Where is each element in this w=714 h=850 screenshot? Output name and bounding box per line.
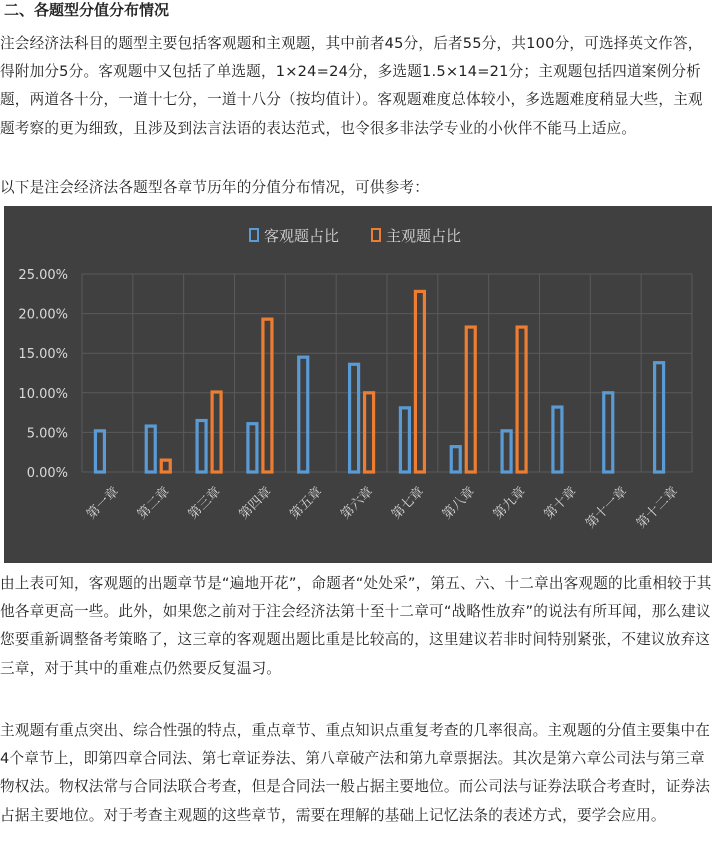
x-category-label: 第七章 (389, 484, 428, 523)
chart-legend (250, 227, 461, 245)
bar-subjective (466, 327, 475, 472)
bar-subjective (517, 327, 526, 472)
x-category-label: 第六章 (338, 484, 377, 523)
bar-objective (451, 447, 460, 472)
bar-objective (299, 357, 308, 472)
y-tick-label: 5.00% (26, 426, 68, 442)
x-category-label: 第十一章 (583, 484, 631, 532)
subjective-analysis-paragraph: 主观题有重点突出、综合性强的特点，重点章节、重点知识点重复考查的几率很高。主观题的分值主要集中在4个章节上，即第四章合同法、第七章证券法、第八章破产法和第九章票据法。其次是第六章公司法与第三章物权法。物权法常与合同法联合考查，但是合同法一般占据主要地位。而公司法与证券法联合考查时，证券法占据主要地位。对于考查主观题的这些章节，需要在理解的基础上记忆法条的表述方式，要学会应用。 (0, 722, 711, 824)
y-tick-label: 0.00% (26, 466, 68, 481)
bar-objective (197, 421, 206, 472)
x-category-label: 第九章 (490, 484, 529, 523)
bar-subjective (161, 460, 170, 472)
x-category-label: 第十二章 (634, 484, 682, 532)
bar-objective (350, 364, 359, 472)
x-axis-categories (83, 484, 681, 532)
y-axis-ticks (18, 268, 68, 481)
objective-analysis-paragraph: 由上表可知，客观题的出题章节是“遍地开花”，命题者“处处采”，第五、六、十二章出客观题的比重相较于其他各章更高一些。此外，如果您之前对于注会经济法第十至十二章可“战略性放弃”的说法有所耳闻，那么建议您要重新调整备考策略了，这三章的客观题出题比重是比较高的，这里建议若非时间特别紧张，不建议放弃这三章，对于其中的重难点仍然要反复温习。 (0, 575, 712, 677)
section-heading: 二、各题型分值分布情况 (4, 1, 170, 19)
bar-objective (400, 408, 409, 472)
legend-label: 客观题占比 (264, 227, 340, 245)
x-category-label: 第八章 (439, 484, 479, 523)
intro-paragraph: 注会经济法科目的题型主要包括客观题和主观题，其中前者45分，后者55分，共100分，可选择英文作答，得附加分5分。客观题中又包括了单选题，1×24=24分，多选题1.5×14=21分；主观题包括四道案例分析题，两道各十分，一道十七分，一道十八分（按均值计）。客观题难度总体较小，多选题难度稍显大些，主观题考察的更为细致，且涉及到法言法语的表达范式，也令很多非法学专业的小伙伴不能马上适应。 (0, 35, 703, 137)
bar-objective (553, 407, 562, 472)
score-distribution-chart (4, 206, 712, 563)
bar-objective (655, 363, 664, 472)
x-category-label: 第五章 (287, 484, 326, 523)
bar-subjective (263, 319, 272, 472)
x-category-label: 第四章 (236, 484, 275, 523)
x-category-label: 第一章 (84, 484, 123, 523)
x-category-label: 第二章 (134, 484, 174, 523)
y-tick-label: 25.00% (18, 268, 68, 283)
chart-svg (4, 206, 712, 563)
legend-label: 主观题占比 (386, 227, 462, 245)
chart-bars (95, 291, 663, 472)
chart-intro-paragraph: 以下是注会经济法各题型各章节历年的分值分布情况，可供参考： (0, 179, 430, 196)
x-category-label: 第三章 (185, 484, 224, 523)
bar-objective (95, 431, 104, 472)
legend-swatch (372, 229, 380, 241)
bar-objective (146, 426, 155, 472)
chart-gridlines (82, 274, 692, 472)
y-tick-label: 10.00% (18, 386, 68, 402)
bar-objective (502, 431, 511, 472)
bar-subjective (415, 291, 424, 472)
legend-swatch (250, 229, 258, 241)
bar-objective (248, 424, 257, 472)
y-tick-label: 20.00% (18, 307, 68, 323)
y-tick-label: 15.00% (18, 347, 68, 363)
x-category-label: 第十章 (541, 484, 580, 523)
